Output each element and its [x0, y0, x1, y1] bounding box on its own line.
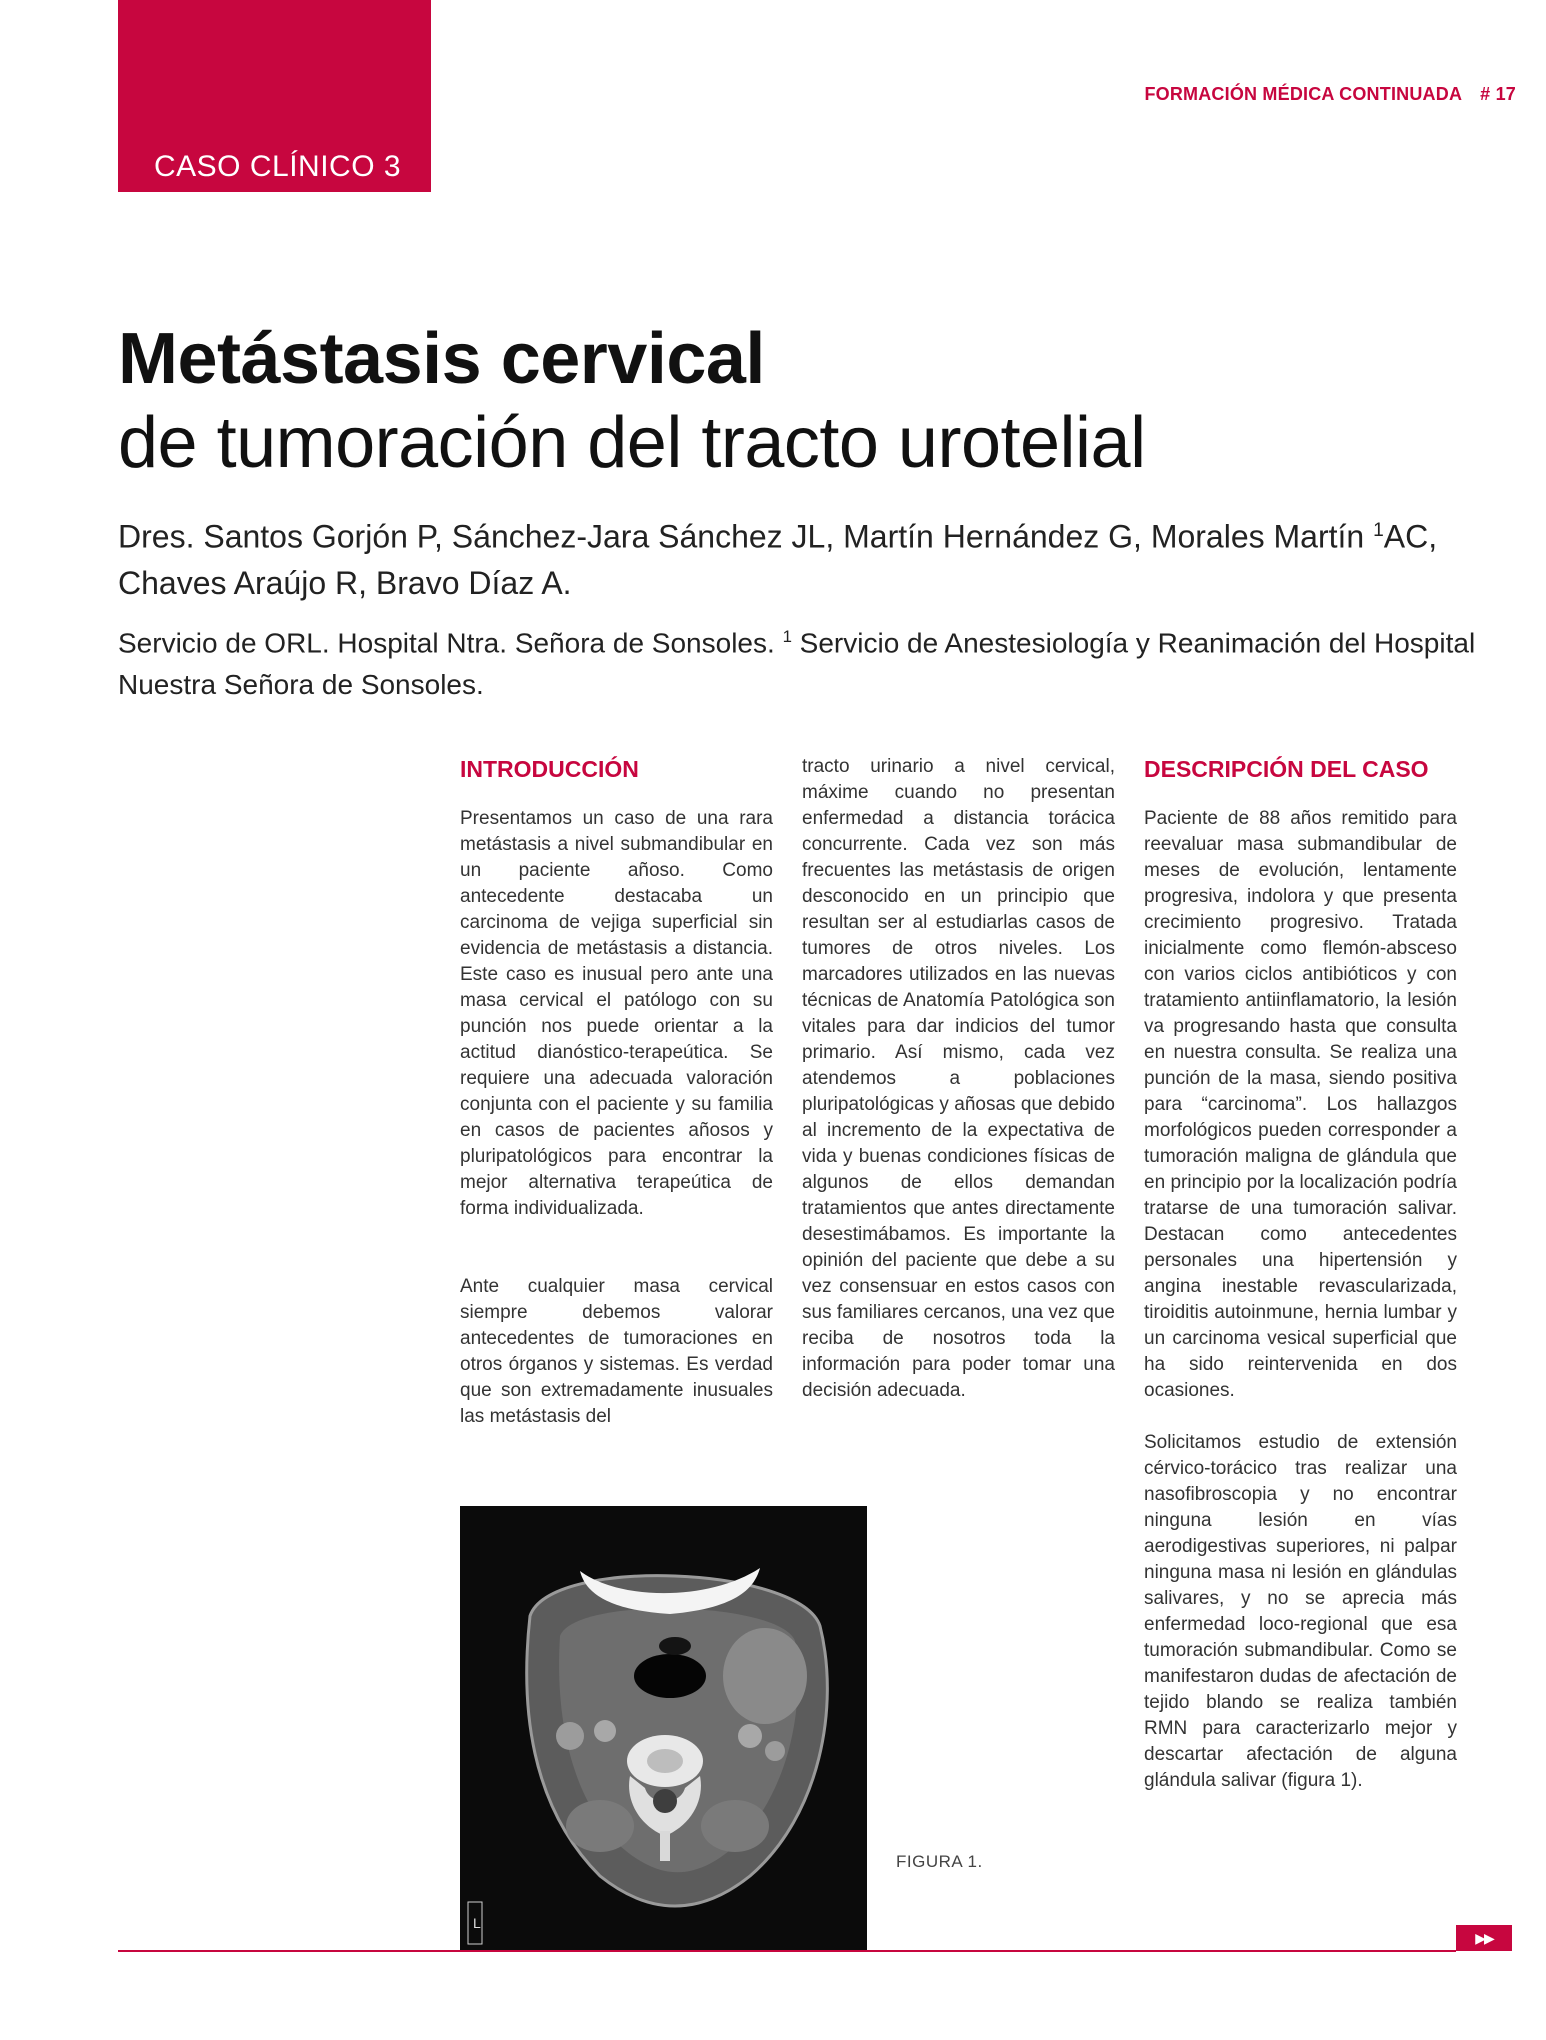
running-head-title: FORMACIÓN MÉDICA CONTINUADA [1144, 84, 1463, 104]
column-introduccion [460, 754, 773, 1456]
heading-introduccion: INTRODUCCIÓN [460, 756, 639, 782]
introduccion-paragraph-1: Presentamos un caso de una rara metástasis a nivel submandibular en un paciente añoso. Como antecedente destacaba un carcinoma de vejiga superficial sin evidencia de metástasis a distancia. Este caso es inusual pero ante una masa cervical el patólogo con su punción nos puede orientar a la actitud dianóstico-terapeútica. Se requiere una adecuada valoración conjunta con el paciente y su familia en casos de pacientes añosos y pluripatológicos para encontrar la mejor alternativa terapeútica de forma individualizada. [460, 808, 773, 1219]
section-tab [118, 0, 431, 192]
introduccion-paragraph-2: Ante cualquier masa cervical siempre debemos valorar antecedentes de tumoraciones en otros órganos y sistemas. Es verdad que son extremadamente inusuales las metástasis del [460, 1276, 773, 1427]
ct-scan-marker: L [473, 1915, 481, 1931]
affiliation-part1: Servicio de ORL. Hospital Ntra. Señora de Sonsoles. [118, 627, 783, 659]
affiliation [118, 616, 1478, 706]
next-page-arrow-icon[interactable]: ▶▶ [1456, 1925, 1512, 1951]
affiliation-part2: Servicio de Anestesiología y Reanimación del Hospital Nuestra Señora de Sonsoles. [118, 627, 1476, 701]
section-tab-label: CASO CLÍNICO 3 [154, 150, 402, 183]
page-number: # 17 [1480, 84, 1516, 104]
column-descripcion [1144, 754, 1457, 1820]
figure-caption: FIGURA 1. [896, 1852, 983, 1871]
authors-part1: Dres. Santos Gorjón P, Sánchez-Jara Sánchez JL, Martín Hernández G, Morales Martín [118, 518, 1374, 555]
ct-scan-image [460, 1506, 867, 1952]
descripcion-paragraph-2: Solicitamos estudio de extensión cérvico-torácico tras realizar una nasofibroscopia y no encontrar ninguna lesión en vías aerodigestivas superiores, ni palpar ninguna masa ni lesión en glándulas salivares, y no se aprecia más enfermedad loco-regional que esa tumoración submandibular. Como se manifestaron dudas de afectación de tejido blando se realiza también RMN para caracterizarlo mejor y descartar afectación de alguna glándula salivar (figura 1). [1144, 1432, 1457, 1791]
authors-superscript: 1 [1373, 520, 1384, 541]
running-head [1144, 84, 1516, 105]
authors-part2: AC, Chaves Araújo R, Bravo Díaz A. [118, 518, 1438, 601]
authors [118, 508, 1458, 606]
heading-descripcion: DESCRIPCIÓN DEL CASO [1144, 756, 1429, 782]
footer-rule [118, 1950, 1456, 1952]
introduccion-paragraph-3: tracto urinario a nivel cervical, máxime cuando no presentan enfermedad a distancia torácica concurrente. Cada vez son más frecuentes las metástasis de origen desconocido en un principio que resultan ser al estudiarlas casos de tumores de otros niveles. Los marcadores utilizados en las nuevas técnicas de Anatomía Patológica son vitales para dar indicios del tumor primario. Así mismo, cada vez atendemos a poblaciones pluripatológicas y añosas que debido al incremento de la expectativa de vida y buenas condiciones físicas de algunos de ellos demandan tratamientos que antes directamente desestimábamos. Es importante la opinión del paciente que debe a su vez consensuar en estos casos con sus familiares cercanos, una vez que reciba de nosotros toda la información para poder tomar una decisión adecuada. [802, 756, 1115, 1401]
column-introduccion-continued [802, 754, 1115, 1430]
ct-scan-drawing [460, 1506, 867, 1952]
descripcion-paragraph-1: Paciente de 88 años remitido para reevaluar masa submandibular de meses de evolución, lentamente progresiva, indolora y que presenta crecimiento progresivo. Tratada inicialmente como flemón-absceso con varios ciclos antibióticos y con tratamiento antiinflamatorio, la lesión va progresando hasta que consulta en nuestra consulta. Se realiza una punción de la masa, siendo positiva para “carcinoma”. Los hallazgos morfológicos pueden corresponder a tumoración maligna de glándula que en principio por la localización podría tratarse de una tumoración salivar. Destacan como antecedentes personales una hipertensión y angina inestable revascularizada, tiroiditis autoinmune, hernia lumbar y un carcinoma vesical superficial que ha sido reintervenida en dos ocasiones. [1144, 808, 1457, 1401]
article-title-regular: de tumoración del tracto urotelial [118, 403, 1146, 483]
affiliation-superscript: 1 [782, 627, 792, 646]
article-title-bold: Metástasis cervical [118, 319, 765, 399]
